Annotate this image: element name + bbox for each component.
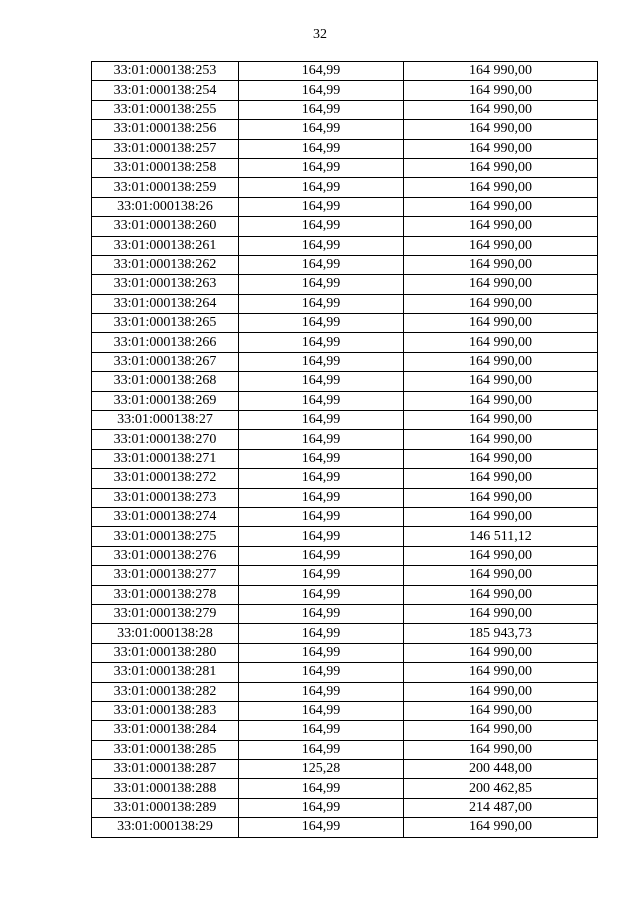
value-cell: 200 462,85 bbox=[404, 779, 598, 798]
cadastral-number-cell: 33:01:000138:275 bbox=[92, 527, 239, 546]
value-cell: 164 990,00 bbox=[404, 604, 598, 623]
cadastral-number-cell: 33:01:000138:278 bbox=[92, 585, 239, 604]
table-row bbox=[92, 411, 598, 430]
area-cell: 164,99 bbox=[239, 411, 404, 430]
table-row bbox=[92, 352, 598, 371]
cadastral-number-cell: 33:01:000138:29 bbox=[92, 818, 239, 837]
value-cell: 185 943,73 bbox=[404, 624, 598, 643]
cadastral-number-cell: 33:01:000138:258 bbox=[92, 158, 239, 177]
value-cell: 164 990,00 bbox=[404, 740, 598, 759]
cadastral-number-cell: 33:01:000138:253 bbox=[92, 62, 239, 81]
area-cell: 164,99 bbox=[239, 197, 404, 216]
table-row bbox=[92, 760, 598, 779]
cadastral-number-cell: 33:01:000138:254 bbox=[92, 81, 239, 100]
value-cell: 164 990,00 bbox=[404, 255, 598, 274]
area-cell: 164,99 bbox=[239, 566, 404, 585]
value-cell: 164 990,00 bbox=[404, 663, 598, 682]
area-cell: 164,99 bbox=[239, 275, 404, 294]
table-row bbox=[92, 120, 598, 139]
value-cell: 164 990,00 bbox=[404, 217, 598, 236]
area-cell: 164,99 bbox=[239, 701, 404, 720]
table-row bbox=[92, 507, 598, 526]
table-row bbox=[92, 701, 598, 720]
cadastral-number-cell: 33:01:000138:287 bbox=[92, 760, 239, 779]
cadastral-number-cell: 33:01:000138:26 bbox=[92, 197, 239, 216]
cadastral-number-cell: 33:01:000138:28 bbox=[92, 624, 239, 643]
value-cell: 146 511,12 bbox=[404, 527, 598, 546]
table-row bbox=[92, 314, 598, 333]
data-table bbox=[91, 61, 598, 838]
value-cell: 164 990,00 bbox=[404, 721, 598, 740]
cadastral-number-cell: 33:01:000138:285 bbox=[92, 740, 239, 759]
value-cell: 164 990,00 bbox=[404, 294, 598, 313]
area-cell: 164,99 bbox=[239, 779, 404, 798]
cadastral-number-cell: 33:01:000138:267 bbox=[92, 352, 239, 371]
table-row bbox=[92, 236, 598, 255]
area-cell: 164,99 bbox=[239, 624, 404, 643]
area-cell: 164,99 bbox=[239, 430, 404, 449]
table-row bbox=[92, 663, 598, 682]
value-cell: 164 990,00 bbox=[404, 391, 598, 410]
area-cell: 164,99 bbox=[239, 236, 404, 255]
area-cell: 164,99 bbox=[239, 449, 404, 468]
cadastral-number-cell: 33:01:000138:277 bbox=[92, 566, 239, 585]
table-row bbox=[92, 391, 598, 410]
table-row bbox=[92, 255, 598, 274]
area-cell: 164,99 bbox=[239, 488, 404, 507]
area-cell: 164,99 bbox=[239, 643, 404, 662]
area-cell: 164,99 bbox=[239, 721, 404, 740]
area-cell: 164,99 bbox=[239, 314, 404, 333]
value-cell: 164 990,00 bbox=[404, 701, 598, 720]
cadastral-number-cell: 33:01:000138:263 bbox=[92, 275, 239, 294]
table-row bbox=[92, 372, 598, 391]
table-row bbox=[92, 333, 598, 352]
table-row bbox=[92, 488, 598, 507]
table-row bbox=[92, 740, 598, 759]
cadastral-number-cell: 33:01:000138:256 bbox=[92, 120, 239, 139]
value-cell: 164 990,00 bbox=[404, 314, 598, 333]
table-row bbox=[92, 197, 598, 216]
value-cell: 164 990,00 bbox=[404, 333, 598, 352]
cadastral-number-cell: 33:01:000138:272 bbox=[92, 469, 239, 488]
table-row bbox=[92, 62, 598, 81]
table-row bbox=[92, 624, 598, 643]
cadastral-number-cell: 33:01:000138:255 bbox=[92, 100, 239, 119]
page-number: 32 bbox=[313, 27, 327, 42]
area-cell: 164,99 bbox=[239, 120, 404, 139]
table-row bbox=[92, 158, 598, 177]
cadastral-number-cell: 33:01:000138:265 bbox=[92, 314, 239, 333]
cadastral-number-cell: 33:01:000138:257 bbox=[92, 139, 239, 158]
value-cell: 164 990,00 bbox=[404, 546, 598, 565]
cadastral-number-cell: 33:01:000138:281 bbox=[92, 663, 239, 682]
value-cell: 164 990,00 bbox=[404, 449, 598, 468]
cadastral-number-cell: 33:01:000138:259 bbox=[92, 178, 239, 197]
value-cell: 164 990,00 bbox=[404, 469, 598, 488]
area-cell: 164,99 bbox=[239, 352, 404, 371]
area-cell: 164,99 bbox=[239, 740, 404, 759]
cadastral-number-cell: 33:01:000138:273 bbox=[92, 488, 239, 507]
table-row bbox=[92, 100, 598, 119]
cadastral-number-cell: 33:01:000138:288 bbox=[92, 779, 239, 798]
table-row bbox=[92, 178, 598, 197]
table-row bbox=[92, 139, 598, 158]
cadastral-number-cell: 33:01:000138:271 bbox=[92, 449, 239, 468]
value-cell: 164 990,00 bbox=[404, 682, 598, 701]
table-row bbox=[92, 449, 598, 468]
table-row bbox=[92, 779, 598, 798]
cadastral-number-cell: 33:01:000138:274 bbox=[92, 507, 239, 526]
value-cell: 164 990,00 bbox=[404, 100, 598, 119]
table-row bbox=[92, 469, 598, 488]
cadastral-number-cell: 33:01:000138:27 bbox=[92, 411, 239, 430]
area-cell: 164,99 bbox=[239, 818, 404, 837]
area-cell: 164,99 bbox=[239, 682, 404, 701]
table-row bbox=[92, 81, 598, 100]
area-cell: 164,99 bbox=[239, 158, 404, 177]
cadastral-number-cell: 33:01:000138:289 bbox=[92, 798, 239, 817]
cadastral-number-cell: 33:01:000138:276 bbox=[92, 546, 239, 565]
area-cell: 164,99 bbox=[239, 333, 404, 352]
value-cell: 200 448,00 bbox=[404, 760, 598, 779]
cadastral-number-cell: 33:01:000138:262 bbox=[92, 255, 239, 274]
table-row bbox=[92, 585, 598, 604]
value-cell: 164 990,00 bbox=[404, 372, 598, 391]
value-cell: 164 990,00 bbox=[404, 120, 598, 139]
cadastral-number-cell: 33:01:000138:270 bbox=[92, 430, 239, 449]
value-cell: 164 990,00 bbox=[404, 236, 598, 255]
table-row bbox=[92, 604, 598, 623]
value-cell: 164 990,00 bbox=[404, 566, 598, 585]
area-cell: 164,99 bbox=[239, 798, 404, 817]
area-cell: 164,99 bbox=[239, 546, 404, 565]
value-cell: 164 990,00 bbox=[404, 352, 598, 371]
area-cell: 164,99 bbox=[239, 527, 404, 546]
value-cell: 164 990,00 bbox=[404, 178, 598, 197]
table-row bbox=[92, 294, 598, 313]
cadastral-number-cell: 33:01:000138:264 bbox=[92, 294, 239, 313]
cadastral-number-cell: 33:01:000138:269 bbox=[92, 391, 239, 410]
table-row bbox=[92, 430, 598, 449]
area-cell: 164,99 bbox=[239, 391, 404, 410]
table-row bbox=[92, 217, 598, 236]
cadastral-number-cell: 33:01:000138:284 bbox=[92, 721, 239, 740]
area-cell: 164,99 bbox=[239, 81, 404, 100]
area-cell: 164,99 bbox=[239, 178, 404, 197]
table-row bbox=[92, 546, 598, 565]
area-cell: 164,99 bbox=[239, 604, 404, 623]
value-cell: 164 990,00 bbox=[404, 585, 598, 604]
area-cell: 164,99 bbox=[239, 469, 404, 488]
area-cell: 164,99 bbox=[239, 585, 404, 604]
table-row bbox=[92, 818, 598, 837]
value-cell: 164 990,00 bbox=[404, 488, 598, 507]
area-cell: 164,99 bbox=[239, 294, 404, 313]
table-row bbox=[92, 643, 598, 662]
cadastral-number-cell: 33:01:000138:280 bbox=[92, 643, 239, 662]
cadastral-number-cell: 33:01:000138:268 bbox=[92, 372, 239, 391]
area-cell: 164,99 bbox=[239, 255, 404, 274]
cadastral-number-cell: 33:01:000138:283 bbox=[92, 701, 239, 720]
table-row bbox=[92, 721, 598, 740]
cadastral-number-cell: 33:01:000138:266 bbox=[92, 333, 239, 352]
value-cell: 164 990,00 bbox=[404, 158, 598, 177]
area-cell: 164,99 bbox=[239, 100, 404, 119]
value-cell: 214 487,00 bbox=[404, 798, 598, 817]
area-cell: 164,99 bbox=[239, 663, 404, 682]
cadastral-number-cell: 33:01:000138:282 bbox=[92, 682, 239, 701]
area-cell: 164,99 bbox=[239, 507, 404, 526]
table-row bbox=[92, 798, 598, 817]
value-cell: 164 990,00 bbox=[404, 643, 598, 662]
area-cell: 125,28 bbox=[239, 760, 404, 779]
table-row bbox=[92, 682, 598, 701]
area-cell: 164,99 bbox=[239, 62, 404, 81]
value-cell: 164 990,00 bbox=[404, 81, 598, 100]
value-cell: 164 990,00 bbox=[404, 197, 598, 216]
table-body bbox=[92, 62, 598, 838]
area-cell: 164,99 bbox=[239, 139, 404, 158]
value-cell: 164 990,00 bbox=[404, 62, 598, 81]
value-cell: 164 990,00 bbox=[404, 139, 598, 158]
area-cell: 164,99 bbox=[239, 372, 404, 391]
cadastral-number-cell: 33:01:000138:261 bbox=[92, 236, 239, 255]
area-cell: 164,99 bbox=[239, 217, 404, 236]
cadastral-number-cell: 33:01:000138:260 bbox=[92, 217, 239, 236]
table-row bbox=[92, 566, 598, 585]
value-cell: 164 990,00 bbox=[404, 275, 598, 294]
table-row bbox=[92, 275, 598, 294]
value-cell: 164 990,00 bbox=[404, 430, 598, 449]
value-cell: 164 990,00 bbox=[404, 818, 598, 837]
value-cell: 164 990,00 bbox=[404, 411, 598, 430]
table-row bbox=[92, 527, 598, 546]
cadastral-number-cell: 33:01:000138:279 bbox=[92, 604, 239, 623]
value-cell: 164 990,00 bbox=[404, 507, 598, 526]
